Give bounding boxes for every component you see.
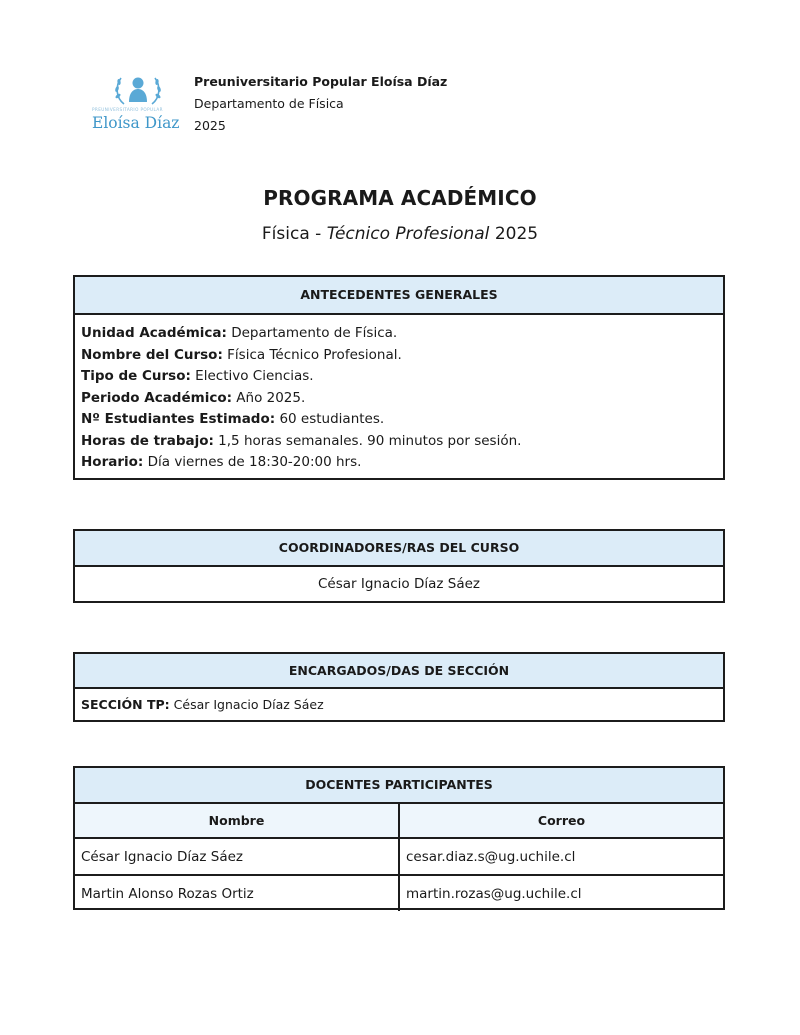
info-item [81,366,717,388]
info-label: Horas de trabajo: [81,432,214,449]
docente-nombre: César Ignacio Díaz Sáez [75,838,399,875]
info-label: Nº Estudiantes Estimado: [81,411,276,427]
org-info [194,71,447,137]
docente-nombre: Martin Alonso Rozas Ortiz [81,885,254,902]
info-label: Tipo de Curso: [81,368,191,384]
info-item [81,323,717,345]
antecedentes-list [75,315,723,474]
logo-tagline: PREUNIVERSITARIO POPULAR [92,107,163,112]
page-subtitle [0,224,800,244]
section-row [75,689,723,721]
logo [88,70,188,136]
table-row [75,838,723,875]
coordinador-name: César Ignacio Díaz Sáez [317,576,480,592]
info-label: Periodo Académico: [81,389,232,406]
info-value: 60 estudiantes. [275,411,385,427]
subtitle-year: 2025 [489,224,539,244]
info-item [81,452,717,474]
info-value: Departamento de Física. [226,325,398,341]
info-label: Unidad Académica: [81,325,227,341]
info-label: Horario: [81,454,144,470]
header-year: 2025 [194,118,226,133]
department-name: Departamento de Física [194,96,344,111]
laurel-emblem-icon [88,70,188,110]
docente-correo: martin.rozas@ug.uchile.cl [399,875,723,911]
info-value: Día viernes de 18:30-20:00 hrs. [143,454,362,470]
info-value: 1,5 horas semanales. 90 minutos por sesión. [213,432,522,449]
column-header-correo: Correo [399,804,723,838]
coordinadores-box [73,529,725,603]
antecedentes-box [73,275,725,480]
subtitle-variant: Técnico Profesional [326,224,490,244]
logo-text: Eloísa Díaz [92,114,180,132]
page-header [88,68,728,138]
table-row [75,875,723,911]
docentes-heading: DOCENTES PARTICIPANTES [75,768,723,804]
section-label: SECCIÓN TP: [81,697,170,712]
docentes-table [75,804,723,911]
info-label: Nombre del Curso: [81,346,223,363]
info-value: Física Técnico Profesional. [222,346,402,363]
column-header-nombre: Nombre [75,804,399,838]
info-value: Electivo Ciencias. [190,368,314,384]
page-title: PROGRAMA ACADÉMICO [263,186,537,210]
coordinadores-heading: COORDINADORES/RAS DEL CURSO [75,531,723,567]
info-item [81,431,717,453]
subtitle-course: Física - [261,224,327,244]
info-item [81,345,717,367]
docente-correo: cesar.diaz.s@ug.uchile.cl [399,838,723,875]
docentes-box [73,766,725,910]
section-value: César Ignacio Díaz Sáez [169,697,324,712]
info-item [81,409,717,431]
org-name: Preuniversitario Popular Eloísa Díaz [194,74,448,89]
info-item [81,388,717,410]
info-value: Año 2025. [232,389,306,406]
antecedentes-heading: ANTECEDENTES GENERALES [75,277,723,315]
encargados-box [73,652,725,722]
encargados-heading: ENCARGADOS/DAS DE SECCIÓN [75,654,723,689]
